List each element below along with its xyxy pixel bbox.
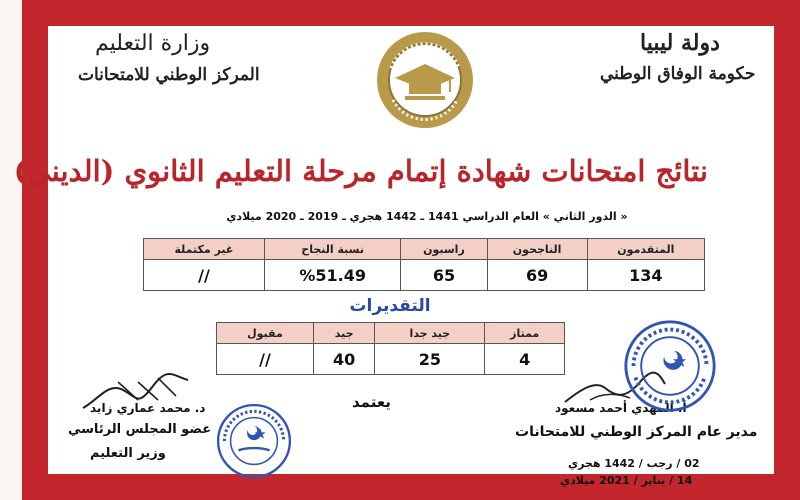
value-acceptable: // xyxy=(217,344,314,375)
grades-title: التقديرات xyxy=(349,296,431,316)
ministry-stamp-icon xyxy=(215,402,293,480)
results-table xyxy=(143,238,705,291)
government-name: حكومة الوفاق الوطني xyxy=(600,64,756,84)
ministry-name: وزارة التعليم xyxy=(95,31,211,56)
ministry-seal-icon xyxy=(375,30,475,130)
value-failed: 65 xyxy=(401,260,487,291)
header-pass-rate: نسبة النجاح xyxy=(264,239,400,260)
value-incomplete: // xyxy=(144,260,265,291)
minister-name: د. محمد عماري زايد xyxy=(90,401,206,415)
value-very-good: 25 xyxy=(375,344,485,375)
header-passed: الناجحون xyxy=(487,239,587,260)
header-acceptable: مقبول xyxy=(217,323,314,344)
header-failed: راسبون xyxy=(401,239,487,260)
value-passed: 69 xyxy=(487,260,587,291)
director-title: مدير عام المركز الوطني للامتحانات xyxy=(515,424,758,440)
grades-header-row xyxy=(217,323,565,344)
minister-title-council: عضو المجلس الرئاسي xyxy=(68,422,212,437)
value-applicants: 134 xyxy=(587,260,704,291)
value-excellent: 4 xyxy=(485,344,565,375)
header-incomplete: غير مكتملة xyxy=(144,239,265,260)
director-name: أ. المهدي أحمد مسعود xyxy=(555,401,687,415)
grades-table xyxy=(216,322,565,375)
minister-title-ministry: وزير التعليم xyxy=(90,446,166,461)
hijri-date: 02 / رجب / 1442 هجري xyxy=(568,457,700,470)
certificate-title: نتائج امتحانات شهادة إتمام مرحلة التعليم الثانوي (الديني) xyxy=(13,154,708,188)
header-very-good: جيد جدا xyxy=(375,323,485,344)
approval-label: يعتمد xyxy=(352,393,391,411)
exam-center-name: المركز الوطني للامتحانات xyxy=(78,65,260,85)
header-good: جيد xyxy=(313,323,374,344)
results-header-row xyxy=(144,239,705,260)
value-good: 40 xyxy=(313,344,374,375)
exam-session: « الدور الثاني » العام الدراسي 1441 ـ 1442 هجري ـ 2019 ـ 2020 ميلادي xyxy=(226,210,628,223)
results-value-row xyxy=(144,260,705,291)
exam-center-stamp-icon xyxy=(622,318,718,414)
header-excellent: ممتاز xyxy=(485,323,565,344)
gregorian-date: 14 / يناير / 2021 ميلادي xyxy=(560,474,693,487)
header-applicants: المتقدمون xyxy=(587,239,704,260)
grades-value-row xyxy=(217,344,565,375)
state-name: دولة ليبيا xyxy=(640,30,720,56)
value-pass-rate: %51.49 xyxy=(264,260,400,291)
